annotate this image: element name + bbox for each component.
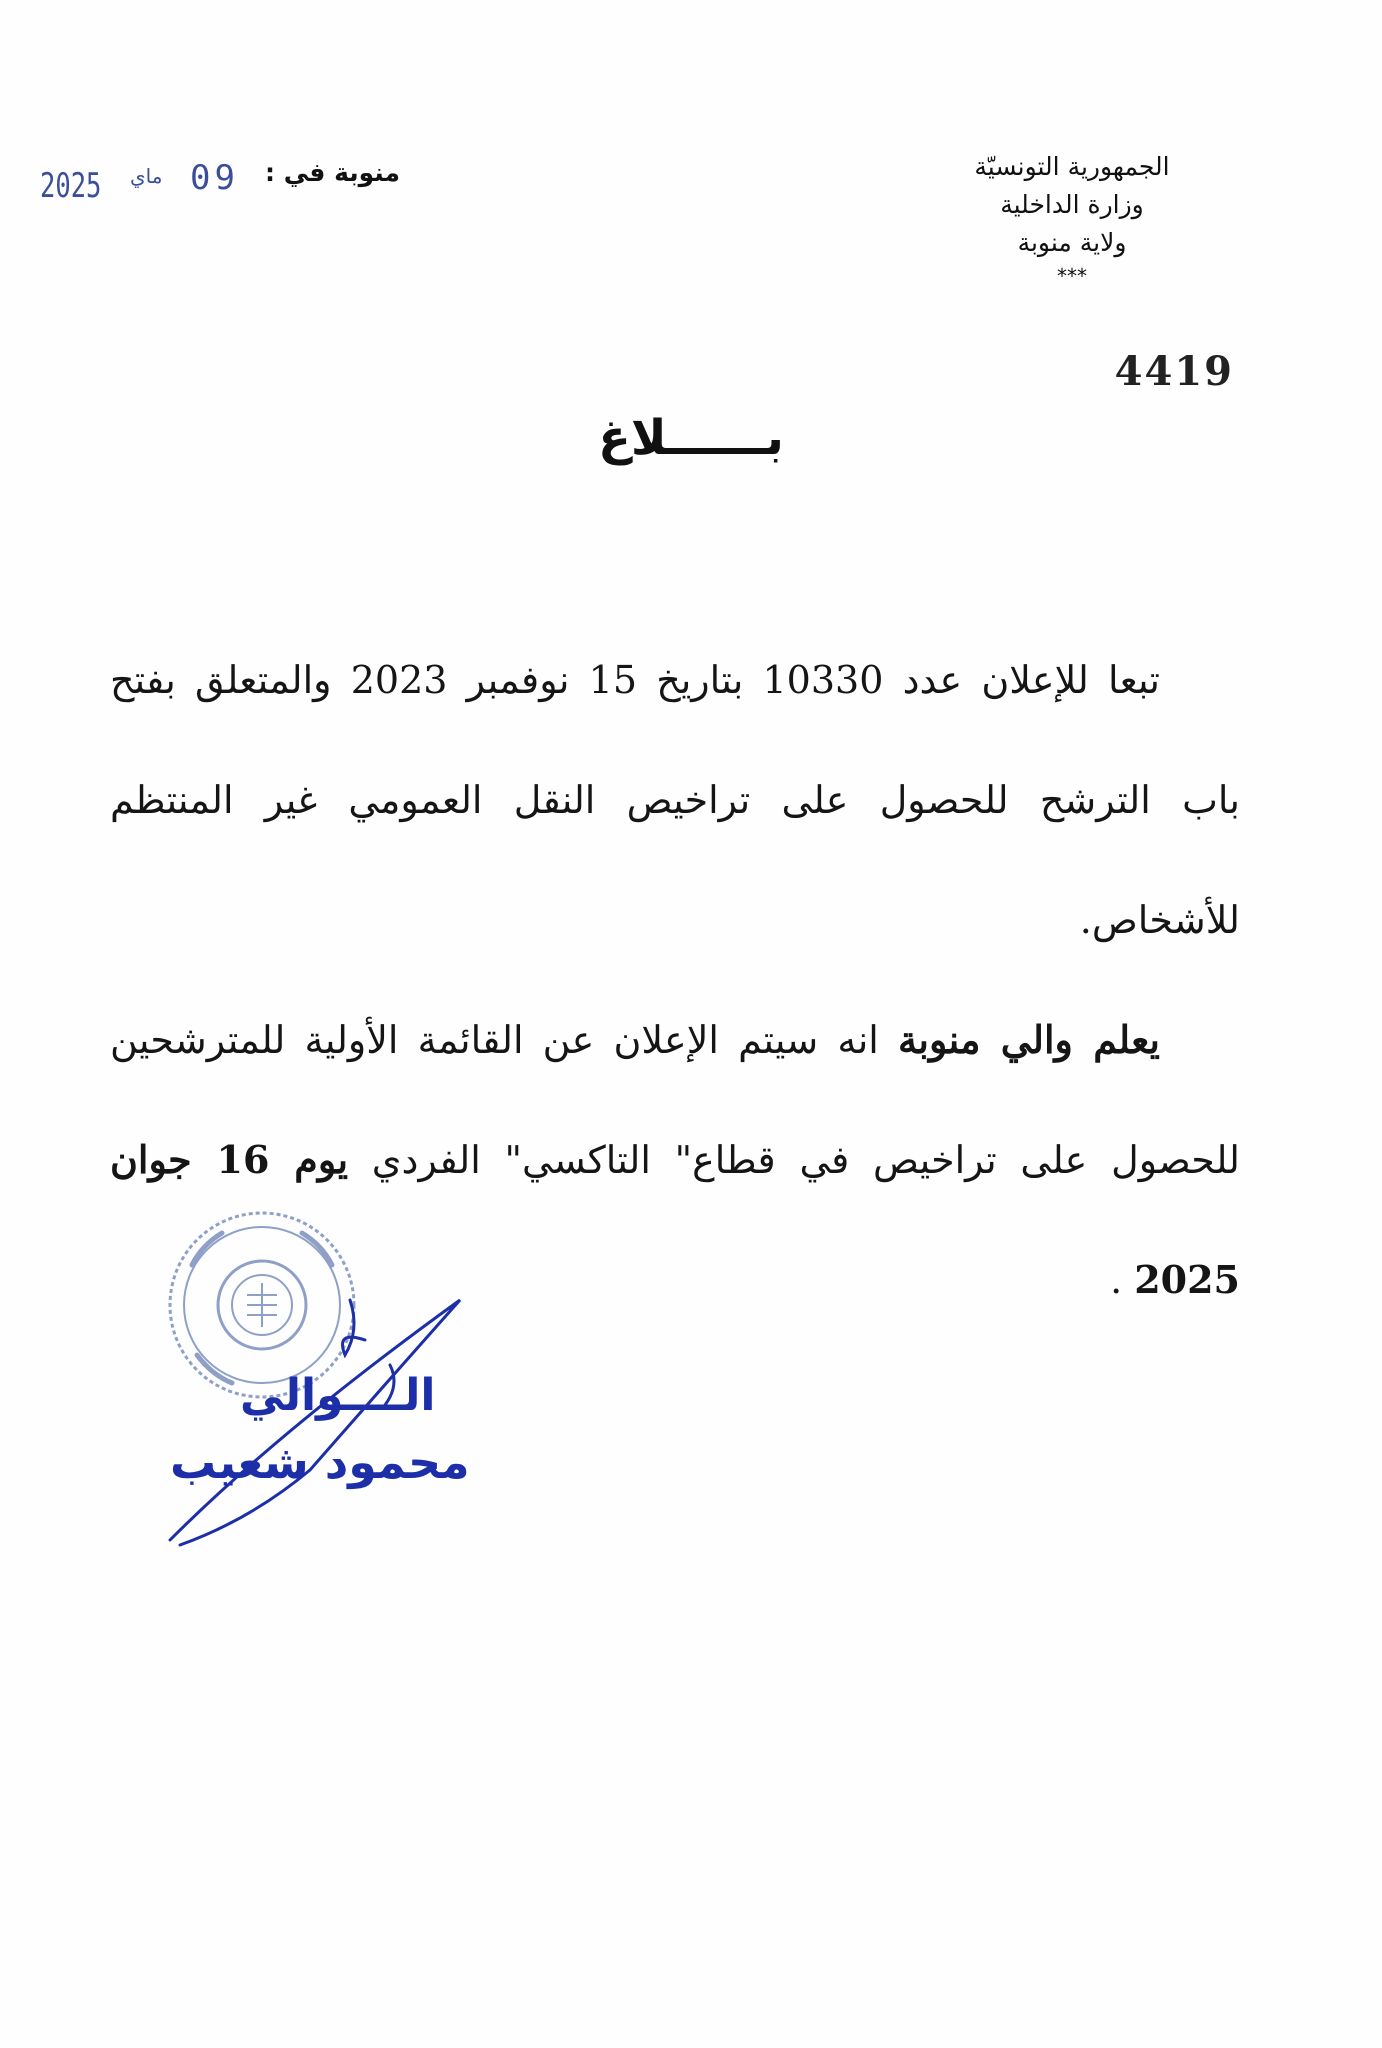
header-separator: *** <box>1057 264 1087 288</box>
governorate-name: ولاية منوبة <box>1017 228 1127 257</box>
document-title: بــــــلاغ <box>598 410 784 466</box>
reference-number: 4419 <box>1114 348 1234 395</box>
ministry-name: وزارة الداخلية <box>1000 190 1144 219</box>
signer-name: محمود شعيب <box>170 1435 470 1489</box>
signer-title: الــــوالي <box>240 1370 436 1421</box>
signature-scribble-icon <box>160 1270 520 1570</box>
governor-announces: يعلم والي منوبة <box>898 1017 1160 1062</box>
date-day: 09 <box>190 158 239 198</box>
paragraph-2-end: . <box>1110 1258 1135 1302</box>
country-name: الجمهورية التونسيّة <box>974 152 1170 181</box>
date-month: ماي <box>130 164 163 188</box>
paragraph-2-text: انه سيتم الإعلان عن القائمة الأولية للمترشحين للحصول على تراخيص في قطاع" التاكسي" الفردي <box>110 1018 1240 1182</box>
announcement-date: يوم 16 جوان 2025 <box>110 1137 1240 1302</box>
dateline <box>40 158 400 218</box>
date-year: 2025 <box>40 166 102 206</box>
header-authority <box>912 148 1232 288</box>
signature-block <box>160 1270 520 1570</box>
body-paragraph-1: تبعا للإعلان عدد 10330 بتاريخ 15 نوفمبر 2023 والمتعلق بفتح باب الترشح للحصول على تراخيص النقل العمومي غير المنتظم للأشخاص. <box>110 658 1240 942</box>
place-label: منوبة في : <box>265 158 400 187</box>
